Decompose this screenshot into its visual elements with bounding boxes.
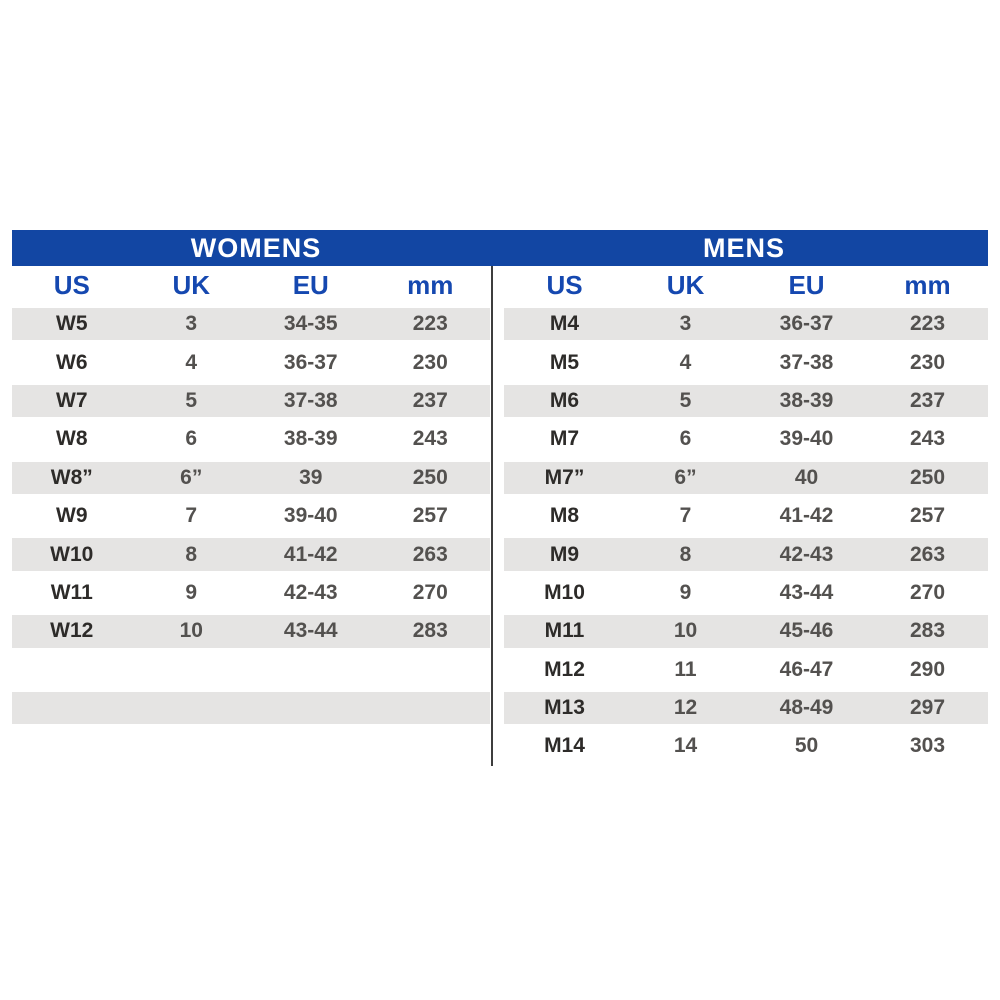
value-cell: 283 [909, 619, 946, 643]
table-row [12, 727, 490, 765]
size-cell: M14 [544, 734, 585, 758]
value-cell [251, 727, 371, 765]
value-cell: 50 [794, 734, 819, 758]
table-row [504, 420, 988, 458]
value-cell [132, 727, 252, 765]
column-header-eu: EU [292, 270, 329, 300]
size-cell [12, 651, 132, 689]
table-row [504, 382, 988, 420]
value-cell: 270 [412, 580, 448, 604]
size-cell: M5 [549, 350, 580, 374]
value-cell: 42-43 [283, 580, 338, 604]
size-cell: W11 [50, 580, 93, 604]
value-cell: 9 [185, 580, 198, 604]
value-cell: 6 [185, 427, 198, 451]
table-row [12, 651, 490, 689]
table-row [12, 574, 490, 612]
womens-banner-title: WOMENS [190, 232, 322, 263]
mens-banner-title: MENS [702, 232, 785, 263]
size-cell: M9 [549, 542, 580, 566]
value-cell: 39-40 [779, 427, 834, 451]
value-cell: 37-38 [283, 388, 338, 412]
value-cell: 39 [299, 465, 323, 489]
value-cell: 250 [412, 465, 448, 489]
table-row [504, 612, 988, 650]
size-cell: W6 [56, 350, 88, 374]
value-cell: 263 [412, 542, 448, 566]
table-row [504, 343, 988, 381]
value-cell: 41-42 [779, 504, 834, 528]
column-header-mm: mm [407, 270, 454, 300]
table-row [12, 459, 490, 497]
shoe-size-chart [12, 230, 988, 766]
value-cell: 9 [679, 580, 692, 604]
value-cell: 6” [180, 465, 203, 489]
value-cell [251, 692, 371, 724]
size-cell: W12 [50, 619, 94, 643]
value-cell: 41-42 [283, 542, 338, 566]
value-cell: 39-40 [283, 504, 338, 528]
size-cell: M13 [544, 696, 585, 720]
value-cell: 7 [185, 504, 198, 528]
size-cell: M4 [549, 312, 580, 336]
table-row [12, 535, 490, 573]
table-row [12, 420, 490, 458]
size-cell: W9 [56, 504, 88, 528]
size-cell: M8 [549, 504, 580, 528]
table-row [12, 689, 490, 727]
table-row [504, 535, 988, 573]
value-cell: 5 [679, 388, 692, 412]
value-cell: 5 [185, 388, 198, 412]
womens-size-table [12, 266, 490, 766]
value-cell: 3 [679, 312, 692, 336]
column-header-us: US [546, 270, 583, 300]
value-cell: 6” [674, 465, 697, 489]
value-cell: 237 [412, 388, 448, 412]
value-cell: 4 [185, 350, 198, 374]
value-cell [371, 651, 491, 689]
value-cell: 257 [412, 504, 448, 528]
value-cell: 237 [909, 388, 946, 412]
value-cell: 223 [412, 312, 448, 336]
value-cell: 46-47 [779, 657, 834, 681]
table-row [504, 689, 988, 727]
value-cell: 45-46 [779, 619, 834, 643]
table-divider [491, 266, 493, 766]
value-cell: 7 [679, 504, 692, 528]
value-cell: 8 [679, 542, 692, 566]
value-cell [251, 651, 371, 689]
value-cell: 8 [185, 542, 198, 566]
value-cell: 42-43 [779, 542, 834, 566]
value-cell: 263 [909, 542, 946, 566]
value-cell: 14 [673, 734, 698, 758]
size-cell: M10 [544, 580, 585, 604]
value-cell: 37-38 [779, 350, 834, 374]
tables-body [12, 266, 988, 766]
value-cell: 257 [909, 504, 946, 528]
value-cell [371, 727, 491, 765]
value-cell: 43-44 [283, 619, 338, 643]
value-cell [132, 651, 252, 689]
size-cell: M6 [549, 388, 580, 412]
value-cell: 243 [412, 427, 448, 451]
value-cell: 230 [412, 350, 448, 374]
table-row [12, 343, 490, 381]
size-cell: W8 [56, 427, 88, 451]
value-cell: 303 [909, 734, 946, 758]
size-cell: W8” [50, 465, 93, 489]
value-cell: 6 [679, 427, 692, 451]
value-cell: 38-39 [283, 427, 338, 451]
value-cell: 250 [909, 465, 946, 489]
table-row [504, 459, 988, 497]
table-row [12, 612, 490, 650]
value-cell: 297 [909, 696, 946, 720]
value-cell: 290 [909, 657, 946, 681]
table-row [12, 497, 490, 535]
size-cell: W7 [56, 388, 88, 412]
table-row [504, 574, 988, 612]
value-cell: 36-37 [779, 312, 834, 336]
size-cell [12, 692, 132, 724]
value-cell: 38-39 [779, 388, 834, 412]
column-header-us: US [53, 270, 90, 300]
mens-size-table [504, 266, 988, 766]
section-banner [12, 230, 988, 266]
value-cell: 4 [679, 350, 692, 374]
value-cell: 270 [909, 580, 946, 604]
value-cell: 34-35 [283, 312, 338, 336]
size-cell: M7” [544, 465, 585, 489]
value-cell: 43-44 [779, 580, 834, 604]
value-cell: 10 [673, 619, 698, 643]
value-cell: 10 [179, 619, 203, 643]
size-cell: W10 [50, 542, 94, 566]
value-cell [371, 692, 491, 724]
column-header-uk: UK [666, 270, 705, 300]
table-row [12, 305, 490, 343]
value-cell: 36-37 [283, 350, 338, 374]
table-row [504, 305, 988, 343]
size-cell: M12 [544, 657, 585, 681]
column-header-row [12, 266, 490, 305]
value-cell: 283 [412, 619, 448, 643]
size-cell [12, 727, 132, 765]
table-row [12, 382, 490, 420]
column-header-row [504, 266, 988, 305]
value-cell: 48-49 [779, 696, 834, 720]
size-cell: W5 [56, 312, 88, 336]
value-cell: 243 [909, 427, 946, 451]
value-cell: 12 [673, 696, 698, 720]
value-cell: 40 [794, 465, 819, 489]
table-row [504, 497, 988, 535]
value-cell: 3 [185, 312, 198, 336]
value-cell: 223 [909, 312, 946, 336]
table-row [504, 727, 988, 765]
column-header-mm: mm [904, 270, 951, 300]
value-cell: 11 [674, 657, 697, 681]
column-header-uk: UK [172, 270, 211, 300]
value-cell: 230 [909, 350, 946, 374]
table-row [504, 651, 988, 689]
column-header-eu: EU [788, 270, 825, 300]
size-cell: M11 [544, 619, 585, 643]
size-cell: M7 [549, 427, 580, 451]
value-cell [132, 692, 252, 724]
